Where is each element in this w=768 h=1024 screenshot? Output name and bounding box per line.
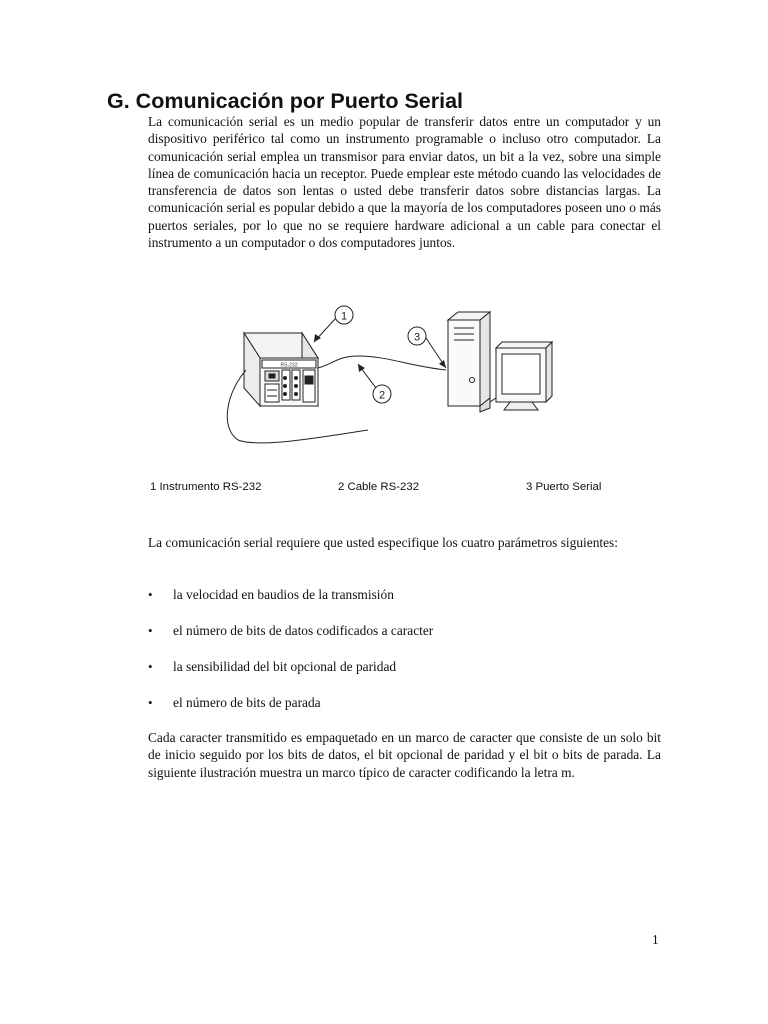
list-item-text: la sensibilidad del bit opcional de paridad bbox=[173, 659, 397, 674]
caption-cable: 2 Cable RS-232 bbox=[338, 481, 420, 493]
callout-3: 3 bbox=[413, 331, 421, 344]
bullet-icon: • bbox=[148, 695, 153, 710]
bullet-icon: • bbox=[148, 659, 153, 674]
caption-instrument: 1 Instrumento RS-232 bbox=[150, 481, 262, 493]
intro-paragraph: La comunicación serial es un medio popular de transferir datos entre un computador y un dispositivo periférico tal como un instrumento programable o incluso otro computador. La comunicación serial emplea un transmisor para enviar datos, un bit a la vez, sobre una simple línea de comunicación hacia un receptor. Puede emplear este método cuando las velocidades de transferencia de datos son lentas o usted debe transferir datos sobre distancias largas. La comunicación serial es popular debido a que la mayoría de los computadores poseen uno o más puertos seriales, por lo que no se requiere hardware adicional a un cable para conectar el instrumento a un computador o dos computadores juntos. bbox=[148, 114, 661, 251]
instrument-illustration bbox=[244, 333, 318, 406]
list-item-text: el número de bits de parada bbox=[173, 695, 321, 710]
parameters-list bbox=[148, 586, 661, 730]
computer-illustration bbox=[448, 312, 552, 412]
bullet-icon: • bbox=[148, 587, 153, 602]
list-item-text: la velocidad en baudios de la transmisión bbox=[173, 587, 394, 602]
list-item bbox=[148, 622, 661, 658]
parameters-lead-paragraph: La comunicación serial requiere que usted especifique los cuatro parámetros siguientes: bbox=[148, 535, 618, 550]
instrument-display-label: RS-232 bbox=[280, 362, 298, 369]
page-number: 1 bbox=[652, 932, 659, 947]
bullet-icon: • bbox=[148, 623, 153, 638]
frame-paragraph: Cada caracter transmitido es empaquetado en un marco de caracter que consiste de un solo bit de inicio seguido por los bits de datos, el bit opcional de paridad y el bit o bits de parada. La siguiente ilustración muestra un marco típico de caracter codificando la letra m. bbox=[148, 730, 661, 780]
callout-2: 2 bbox=[378, 389, 386, 402]
list-item bbox=[148, 586, 661, 622]
section-title: G. Comunicación por Puerto Serial bbox=[107, 89, 464, 113]
caption-serial-port: 3 Puerto Serial bbox=[526, 481, 602, 493]
list-item bbox=[148, 694, 661, 730]
list-item-text: el número de bits de datos codificados a caracter bbox=[173, 623, 434, 638]
rs232-cable bbox=[318, 356, 446, 370]
list-item bbox=[148, 658, 661, 694]
callout-1: 1 bbox=[340, 310, 348, 323]
serial-connection-figure bbox=[218, 298, 573, 448]
